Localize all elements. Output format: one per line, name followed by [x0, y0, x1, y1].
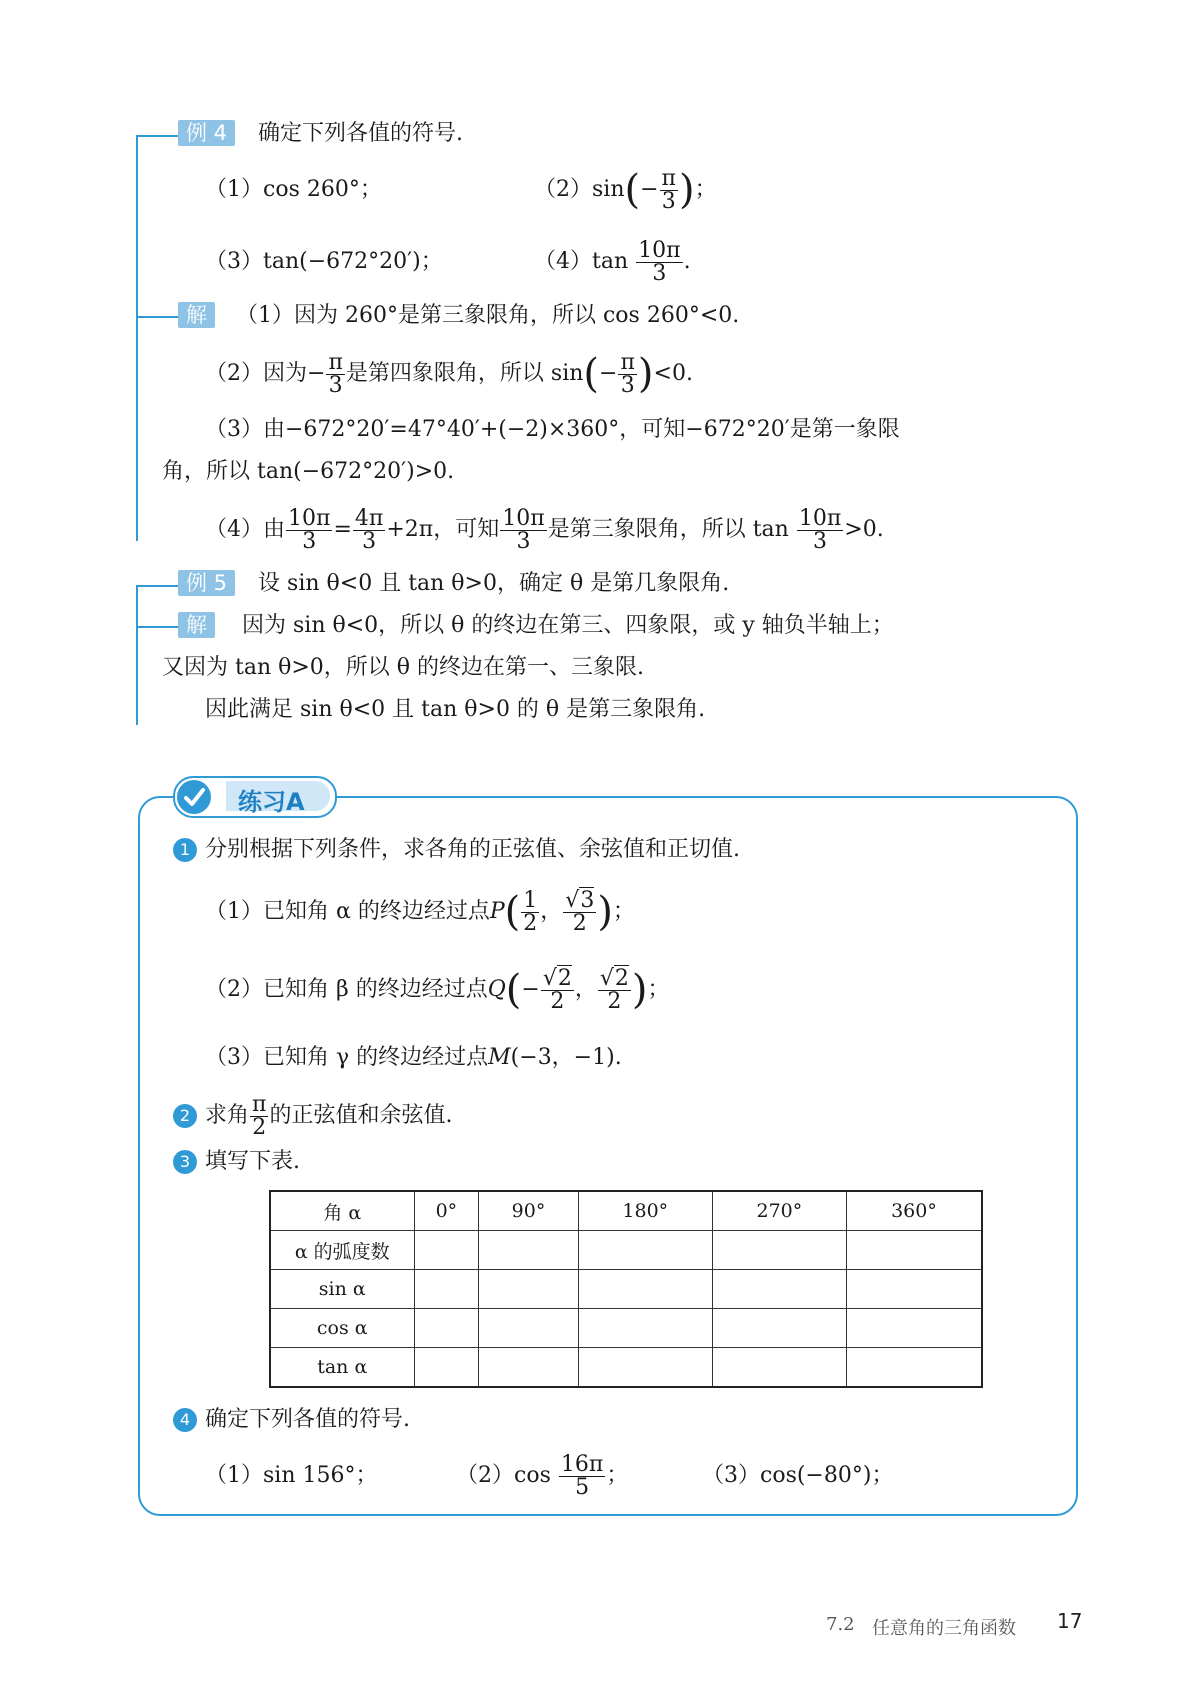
question-number-badge: 3 [173, 1150, 197, 1174]
solution-4-line-3a: （3）由−672°20′=47°40′+(−2)×360°，可知−672°20′是第一象限 [205, 417, 900, 442]
table-cell [712, 1270, 846, 1309]
solution-4-tag: 解 [178, 302, 215, 328]
exercise-q4-b: （2）cos $\frac{16\pi}{5}$ ； [456, 1451, 629, 1500]
solution-4-line-3b: 角，所以 tan(−672°20′)>0. [162, 459, 455, 484]
table-header-cell: 180° [578, 1191, 712, 1231]
table-header-row [270, 1191, 982, 1231]
example-4-item-3: （3）tan(−672°20′)； [205, 249, 443, 274]
example-5-heading: 例 5 设 sin θ<0 且 tan θ>0，确定 θ 是第几象限角. [178, 570, 729, 598]
solution-5-line-3: 因此满足 sin θ<0 且 tan θ>0 的 θ 是第三象限角. [205, 697, 706, 722]
fraction: $\frac{\pi}{3}$ [661, 165, 677, 214]
example-5-hook [136, 585, 178, 587]
solution-5-tag: 解 [178, 612, 215, 638]
exercise-q4: 4 确定下列各值的符号. [173, 1406, 410, 1434]
fraction: $\frac{10\pi}{3}$ [288, 505, 331, 554]
solution-5-line-1: 解 因为 sin θ<0，所以 θ 的终边在第三、四象限，或 y 轴负半轴上； [178, 612, 894, 640]
table-cell [846, 1348, 982, 1388]
solution-5-hook [136, 626, 178, 628]
example-4-item-1: （1）cos 260°； [205, 177, 382, 202]
table-row [270, 1270, 982, 1309]
exercise-q1: 1 分别根据下列条件，求各角的正弦值、余弦值和正切值. [173, 836, 740, 864]
table-cell [479, 1231, 578, 1270]
solution-4-line-2: （2）因为− $\frac{\pi}{3}$ 是第四象限角，所以 sin(− $\frac{\pi}{3}$ )<0. [205, 349, 693, 398]
question-number-badge: 2 [173, 1104, 197, 1128]
solution-5-line-2: 又因为 tan θ>0，所以 θ 的终边在第一、三象限. [162, 655, 645, 680]
fraction: $\frac{\pi}{2}$ [252, 1091, 267, 1140]
example-4-item-4: （4）tan $\frac{10\pi}{3}$ . [534, 237, 691, 286]
exercise-q4-a: （1）sin 156°； [205, 1463, 378, 1488]
table-row-label: α 的弧度数 [270, 1231, 414, 1270]
example-5-bracket [136, 585, 138, 725]
table-header-cell: 90° [479, 1191, 578, 1231]
exercise-q1-a: （1）已知角 α 的终边经过点P( $\frac{1}{2}$ ， $\frac{√3}{2}$ )； [205, 887, 635, 936]
fraction: $\frac{10\pi}{3}$ [638, 237, 681, 286]
exercise-q1-b: （2）已知角 β 的终边经过点Q(− $\frac{√2}{2}$ ， $\frac{√2}{2}$ )； [205, 965, 670, 1014]
table-row [270, 1309, 982, 1348]
table-cell [846, 1309, 982, 1348]
fraction: $\frac{10\pi}{3}$ [798, 505, 842, 554]
question-number-badge: 4 [173, 1408, 197, 1432]
question-number-badge: 1 [173, 838, 197, 862]
table-cell [846, 1270, 982, 1309]
solution-4-line-4: （4）由 $\frac{10\pi}{3}$ = $\frac{4\pi}{3}$ +2π，可知 $\frac{10\pi}{3}$ 是第三象限角，所以 tan $\frac{10\pi}{3}$ >0. [205, 505, 884, 554]
table-row-label: cos α [270, 1309, 414, 1348]
table-header-cell: 360° [846, 1191, 982, 1231]
table-cell [479, 1270, 578, 1309]
table-cell [578, 1270, 712, 1309]
example-4-bracket [136, 135, 138, 541]
table-row [270, 1231, 982, 1270]
table-cell [578, 1309, 712, 1348]
fraction: $\frac{\pi}{3}$ [328, 349, 343, 398]
table-cell [712, 1348, 846, 1388]
table-cell [414, 1270, 479, 1309]
exercise-title: 练习A [238, 788, 305, 816]
table-header-cell: 0° [414, 1191, 479, 1231]
table-cell [578, 1231, 712, 1270]
example-4-prompt: 确定下列各值的符号. [258, 121, 464, 146]
solution-4-line-1: 解 （1）因为 260°是第三象限角，所以 cos 260°<0. [178, 302, 739, 330]
fraction: $\frac{√2}{2}$ [542, 965, 572, 1014]
page-number: 17 [1057, 1609, 1083, 1633]
fill-in-table [269, 1190, 983, 1388]
table-row-label: tan α [270, 1348, 414, 1388]
footer-chapter-title: 任意角的三角函数 [872, 1618, 1016, 1639]
fraction: $\frac{\pi}{3}$ [620, 349, 635, 398]
exercise-q1-c: （3）已知角 γ 的终边经过点M(−3，−1). [205, 1045, 622, 1070]
exercise-q2: 2 求角 $\frac{\pi}{2}$ 的正弦值和余弦值. [173, 1090, 452, 1142]
table-cell [414, 1348, 479, 1388]
table-cell [578, 1348, 712, 1388]
table-cell [846, 1231, 982, 1270]
table-cell [712, 1231, 846, 1270]
example-4-tag: 例 4 [178, 120, 235, 146]
table-cell [479, 1348, 578, 1388]
fraction: $\frac{16\pi}{5}$ [560, 1451, 604, 1500]
fraction: $\frac{4\pi}{3}$ [354, 505, 384, 554]
table-header-cell: 270° [712, 1191, 846, 1231]
fraction: $\frac{√3}{2}$ [565, 887, 595, 936]
example-4-item-2: （2）sin(− $\frac{\pi}{3}$ )； [534, 165, 717, 214]
example-4-hook [136, 135, 178, 137]
table-cell [414, 1231, 479, 1270]
example-5-tag: 例 5 [178, 570, 235, 596]
exercise-q3: 3 填写下表. [173, 1148, 300, 1176]
table-row [270, 1348, 982, 1388]
table-header-cell: 角 α [270, 1191, 414, 1231]
pencil-check-icon [176, 779, 212, 815]
example-4-heading [178, 120, 463, 148]
table-cell [414, 1309, 479, 1348]
solution-4-hook [136, 316, 178, 318]
exercise-q4-c: （3）cos(−80°)； [702, 1463, 894, 1488]
fraction: $\frac{1}{2}$ [523, 887, 538, 936]
table-cell [479, 1309, 578, 1348]
fraction: $\frac{10\pi}{3}$ [502, 505, 545, 554]
fraction: $\frac{√2}{2}$ [599, 965, 629, 1014]
footer-section: 7.2 [826, 1614, 855, 1635]
table-cell [712, 1309, 846, 1348]
table-row-label: sin α [270, 1270, 414, 1309]
